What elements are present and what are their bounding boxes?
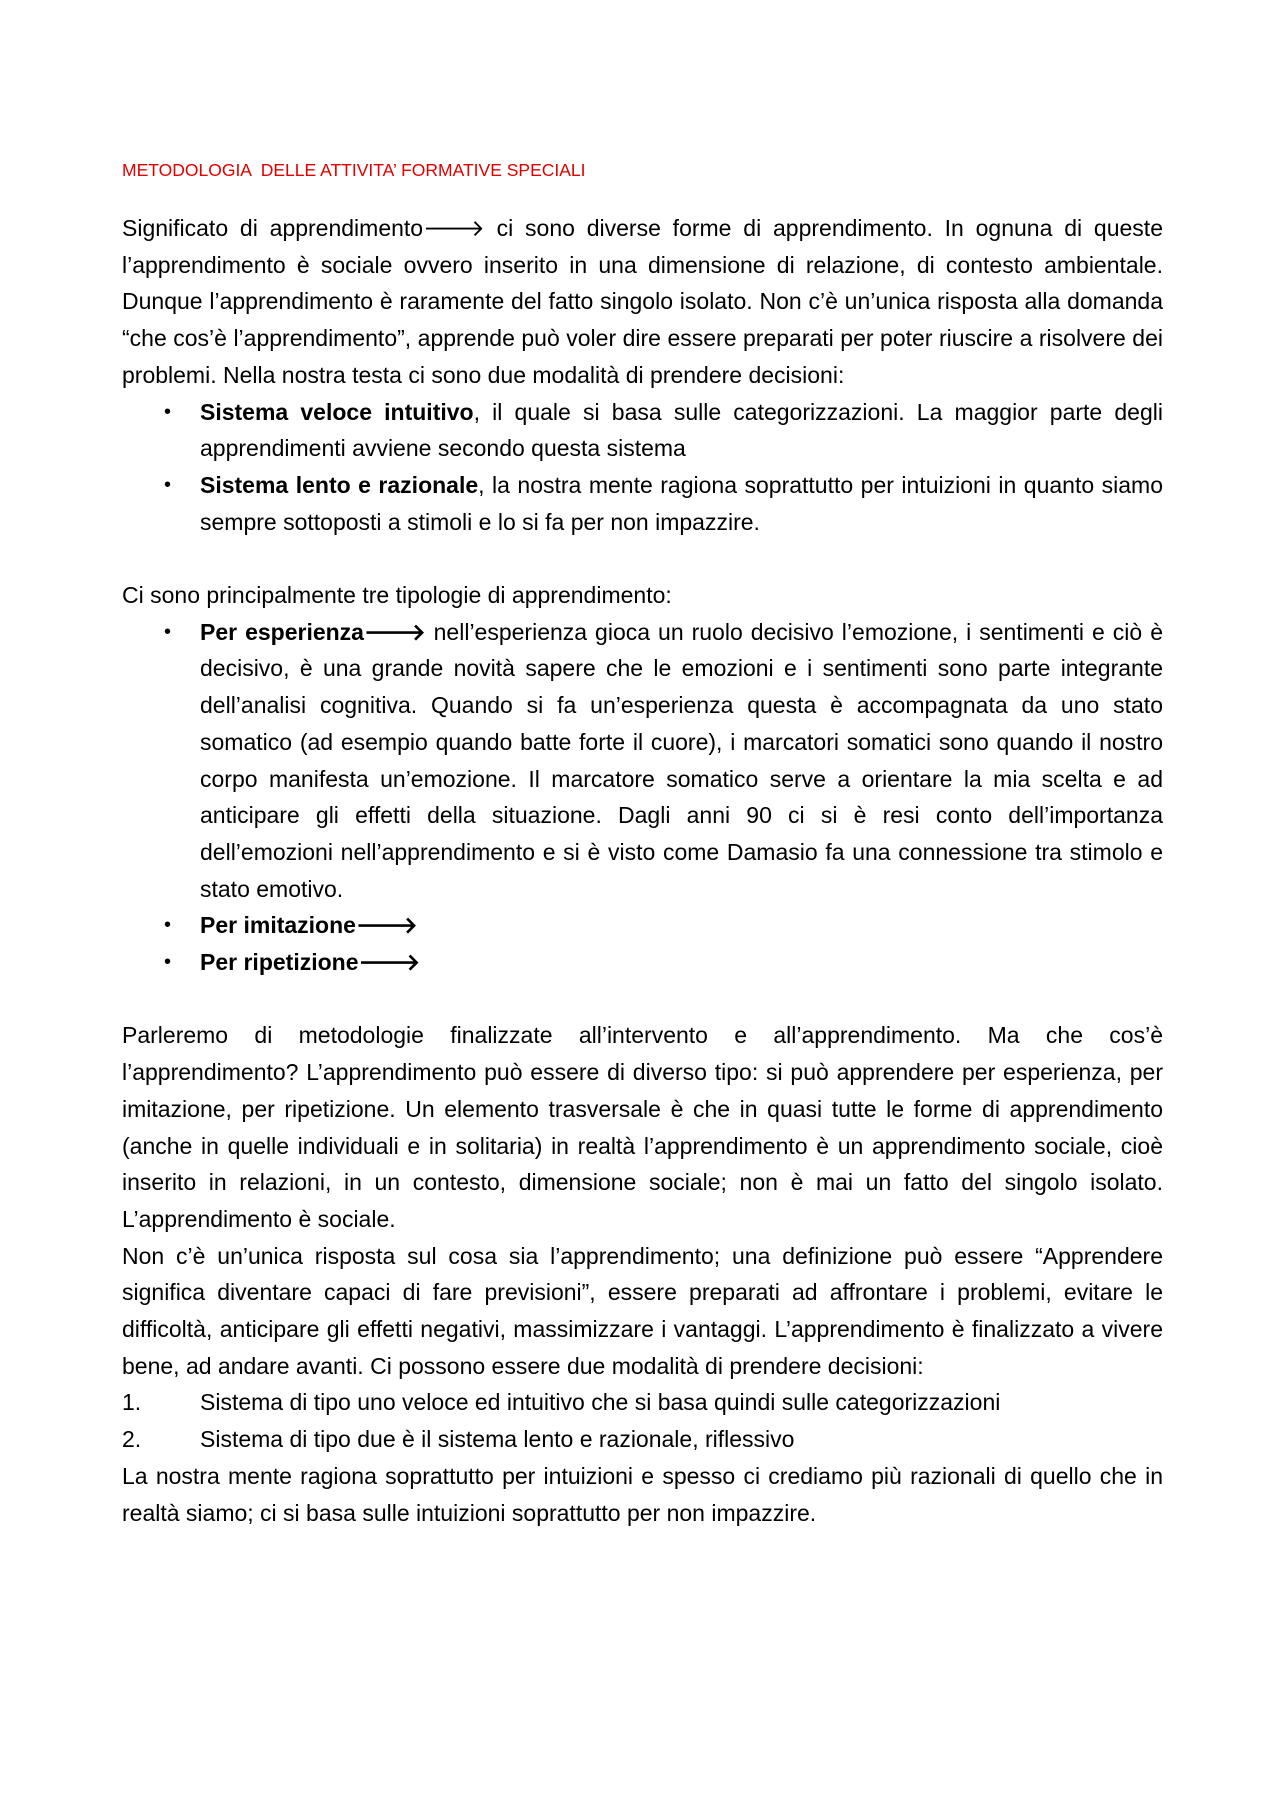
list-item-text: nell’esperienza gioca un ruolo decisivo l’emozione, i sentimenti e ciò è decisivo, è una grande novità sapere che le emozioni e i sentimenti sono parte integrante dell’analisi cognitiva. Quando si fa un’esperienza questa è accompagnata da uno stato somatico (ad esempio quando batte forte il cuore), i marcatori somatici sono quando il nostro corpo manifesta un’emozione. Il marcatore somatico serve a orientare la mia scelta e ad anticipare gli effetti della situazione. Dagli anni 90 ci si è resi conto dell’importanza dell’emozioni nell’apprendimento e si è visto come Damasio fa una connessione tra stimolo e stato emotivo. <box>200 618 1163 902</box>
list-item <box>122 1384 1163 1421</box>
blank-line <box>122 540 1163 577</box>
document-title: METODOLOGIA DELLE ATTIVITA’ FORMATIVE SPECIALI <box>122 160 586 180</box>
bullet-icon: • <box>164 400 172 423</box>
list-item-bold <box>200 619 426 645</box>
arrow-icon: 🡒 <box>355 912 418 939</box>
list-item-bold <box>200 912 418 938</box>
list-item-text: , il quale si basa sulle categorizzazioni. La maggior parte degli apprendimenti avviene secondo questa sistema <box>200 398 1163 462</box>
bullet-icon: • <box>164 914 172 937</box>
paragraph-methodologies: Parleremo di metodologie finalizzate all’intervento e all’apprendimento. Ma che cos’è l’apprendimento? L’apprendimento può essere di diverso tipo: si può apprendere per esperienza, per imitazione, per ripetizione. Un elemento trasversale è che in quasi tutte le forme di apprendimento (anche in quelle individuali e in solitaria) in realtà l’apprendimento è un apprendimento sociale, cioè inserito in relazioni, in un contesto, dimensione sociale; non è mai un fatto del singolo isolato. L’apprendimento è sociale. <box>122 1022 1163 1232</box>
bullet-icon: • <box>164 951 172 974</box>
bullet-icon: • <box>164 620 172 643</box>
arrow-icon: 🡒 <box>358 949 421 976</box>
list-item <box>122 467 1163 540</box>
list-item <box>122 907 1163 944</box>
arrow-icon: 🡒 <box>423 215 485 241</box>
learning-types-list <box>122 614 1163 981</box>
bullet-icon: • <box>164 473 172 496</box>
blank-line <box>122 981 1163 1018</box>
list-item-bold <box>200 949 420 975</box>
list-item-text: , la nostra mente ragiona soprattutto per intuizioni in quanto siamo sempre sottoposti a stimoli e lo si fa per non impazzire. <box>200 471 1163 535</box>
list-item <box>122 944 1163 981</box>
list-item <box>122 614 1163 908</box>
list-item-bold-text: Per ripetizione <box>200 949 359 976</box>
paragraph-lead: Significato di apprendimento <box>122 215 424 241</box>
list-item-bold-text: Per imitazione <box>200 912 356 939</box>
list-item-bold: Sistema veloce intuitivo <box>200 398 474 425</box>
decision-systems-list <box>122 394 1163 541</box>
list-item <box>122 394 1163 467</box>
paragraph-learning-types-intro: Ci sono principalmente tre tipologie di apprendimento: <box>122 582 672 609</box>
paragraph-definition: Non c’è un’unica risposta sul cosa sia l’apprendimento; una definizione può essere “Apprendere significa diventare capaci di fare previsioni”, essere preparati ad affrontare i problemi, evitare le difficoltà, anticipare gli effetti negativi, massimizzare i vantaggi. L’apprendimento è finalizzato a vivere bene, ad andare avanti. Ci possono essere due modalità di prendere decisioni: <box>122 1242 1163 1379</box>
list-number: 2. <box>122 1426 142 1453</box>
list-item-text: Sistema di tipo due è il sistema lento e razionale, riflessivo <box>200 1426 795 1453</box>
list-item-bold-text: Per esperienza <box>200 618 364 645</box>
list-item-text: Sistema di tipo uno veloce ed intuitivo che si basa quindi sulle categorizzazioni <box>200 1389 1001 1416</box>
paragraph-conclusion: La nostra mente ragiona soprattutto per intuizioni e spesso ci crediamo più razionali di quello che in realtà siamo; ci si basa sulle intuizioni soprattutto per non impazzire. <box>122 1462 1163 1526</box>
list-item <box>122 1421 1163 1458</box>
paragraph-text: ci sono diverse forme di apprendimento. In ognuna di queste l’apprendimento è sociale ovvero inserito in una dimensione di relazione, di contesto ambientale. Dunque l’apprendimento è raramente del fatto singolo isolato. Non c’è un’unica risposta alla domanda “che cos’è l’apprendimento”, apprende può voler dire essere preparati per poter riuscire a risolvere dei problemi. Nella nostra testa ci sono due modalità di prendere decisioni: <box>122 215 1163 388</box>
arrow-icon: 🡒 <box>363 618 426 645</box>
list-item-bold: Sistema lento e razionale <box>200 471 479 498</box>
list-number: 1. <box>122 1389 142 1416</box>
paragraph-learning-meaning <box>122 210 1163 394</box>
decision-types-numbered-list <box>122 1384 1163 1457</box>
